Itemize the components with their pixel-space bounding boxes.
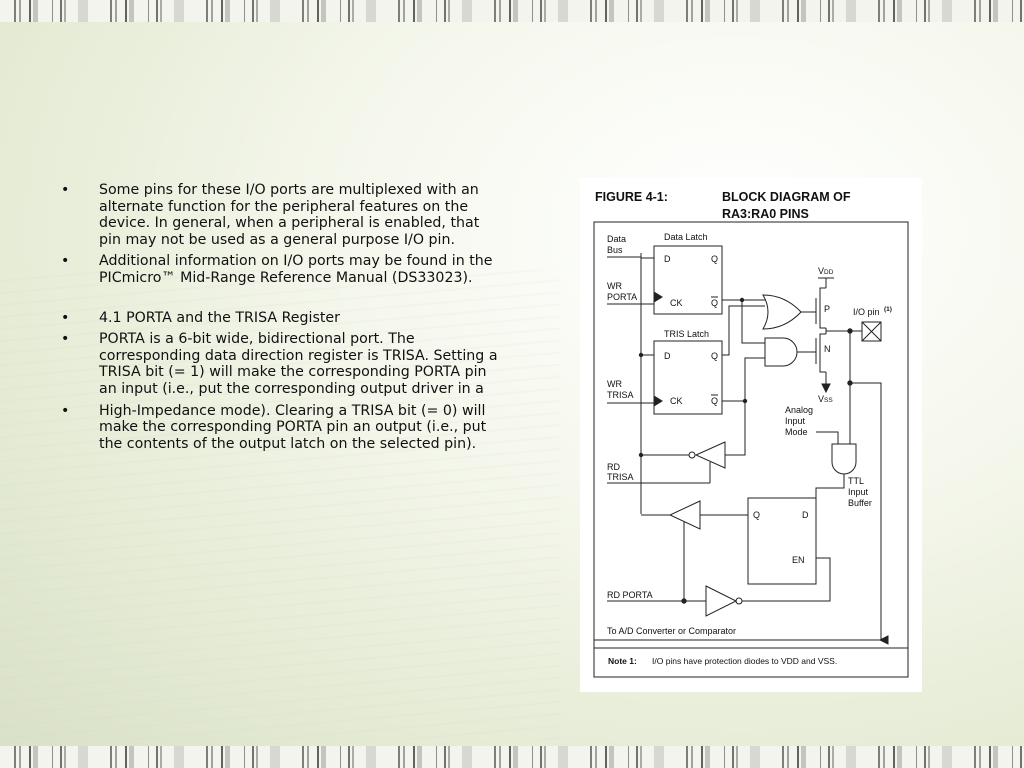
io-pin-label: I/O pin: [853, 307, 880, 317]
bullet-item: [58, 253, 498, 286]
input-latch-d: D: [802, 510, 809, 520]
figure-number: FIGURE 4-1:: [595, 190, 668, 204]
data-latch-ck: CK: [670, 298, 683, 308]
analog-label-1: Analog: [785, 405, 814, 415]
bullet-marker: •: [61, 253, 70, 270]
ttl-label-1: TTL: [848, 476, 865, 486]
label-wr-trisa-2: TRISA: [607, 390, 634, 400]
top-decorative-stripe: [0, 0, 1024, 22]
bus-node-dot: [639, 453, 643, 457]
bullet-text: 4.1 PORTA and the TRISA Register: [99, 309, 340, 326]
tris-node-dot: [743, 399, 747, 403]
note-text: I/O pins have protection diodes to VDD and VSS.: [652, 656, 838, 666]
ttl-to-latch-line: [816, 474, 844, 515]
inverter-to-en-line: [742, 558, 830, 601]
tris-latch-d: D: [664, 351, 671, 361]
block-diagram-svg: [580, 178, 922, 692]
data-latch-d: D: [664, 254, 671, 264]
rd-porta-inverter: [706, 586, 736, 616]
ttl-label-2: Input: [848, 487, 869, 497]
block-diagram-figure: [580, 178, 922, 692]
tris-latch-q: Q: [711, 351, 719, 361]
analog-label-2: Input: [785, 416, 806, 426]
bullet-item: [58, 331, 498, 397]
label-data-bus-2: Bus: [607, 245, 623, 255]
tris-latch-qbar: Q: [711, 396, 719, 406]
data-latch-qbar: Q: [711, 298, 719, 308]
bullet-marker: •: [61, 309, 70, 326]
label-rd-trisa-2: TRISA: [607, 472, 634, 482]
bullet-marker: •: [61, 402, 70, 419]
label-wr-porta-2: PORTA: [607, 292, 638, 302]
vss-label: VSS: [818, 394, 833, 404]
io-pin-note-ref: (1): [884, 306, 892, 313]
bullet-list: [58, 182, 498, 457]
tris-q-to-or: [722, 306, 765, 355]
input-latch-en: EN: [792, 555, 805, 565]
p-label: P: [824, 304, 831, 314]
label-wr-trisa-1: WR: [607, 379, 622, 389]
ttl-label-3: Buffer: [848, 498, 872, 508]
vdd-label: VDD: [818, 266, 834, 276]
label-to-adc: To A/D Converter or Comparator: [607, 626, 737, 636]
note-label: Note 1:: [608, 656, 637, 666]
label-tris-latch: TRIS Latch: [664, 329, 710, 339]
analog-mode-line: [816, 432, 838, 444]
bullet-item: [58, 182, 498, 248]
or-gate: [763, 295, 801, 329]
figure-title-line2: RA3:RA0 PINS: [722, 207, 809, 221]
tris-q-to-buffer: [725, 401, 745, 455]
rd-trisa-buffer-bubble: [689, 452, 695, 458]
label-rd-trisa-1: RD: [607, 462, 620, 472]
tris-latch-clock-triangle: [654, 396, 662, 406]
n-label: N: [824, 344, 831, 354]
bottom-decorative-stripe: [0, 746, 1024, 768]
bullet-marker: •: [61, 331, 70, 348]
tris-latch-ck: CK: [670, 396, 683, 406]
label-rd-porta: RD PORTA: [607, 590, 653, 600]
and-gate: [765, 338, 797, 366]
bullet-text: Additional information on I/O ports may be found in the PICmicro™ Mid-Range Reference Manual (DS33023).: [99, 253, 493, 286]
bullet-marker: •: [61, 182, 70, 198]
ttl-buffer-gate: [832, 444, 856, 474]
bullet-text: Some pins for these I/O ports are multiplexed with an alternate function for the peripheral features on the device. In general, when a peripheral is enabled, that pin may not be used as a general purpose I/O pin.: [99, 182, 480, 248]
bus-node-dot: [639, 353, 643, 357]
rd-porta-node: [682, 599, 686, 603]
label-wr-porta-1: WR: [607, 281, 622, 291]
label-data-latch: Data Latch: [664, 232, 708, 242]
data-latch-clock-triangle: [654, 292, 662, 302]
bullet-text: High-Impedance mode). Clearing a TRISA bit (= 0) will make the corresponding PORTA pin an output (i.e., put the contents of the output latch on the selected pin).: [99, 402, 487, 452]
figure-title-line1: BLOCK DIAGRAM OF: [722, 190, 851, 204]
label-data-bus-1: Data: [607, 234, 627, 244]
data-latch-q: Q: [711, 254, 719, 264]
input-latch-q: Q: [753, 510, 761, 520]
tris-qbar-to-and: [722, 358, 765, 401]
bullet-text: PORTA is a 6-bit wide, bidirectional port. The corresponding data direction register is TRISA. Setting a TRISA bit (= 1) will make the corresponding PORTA pin an input (i.e., put the corresponding output driver in a: [99, 331, 498, 397]
vss-arrow: [822, 384, 830, 392]
bullet-item: [58, 403, 498, 453]
rd-porta-buffer: [670, 501, 700, 529]
bullet-item: [58, 310, 498, 327]
analog-label-3: Mode: [785, 427, 808, 437]
latch-node-dot: [740, 298, 744, 302]
